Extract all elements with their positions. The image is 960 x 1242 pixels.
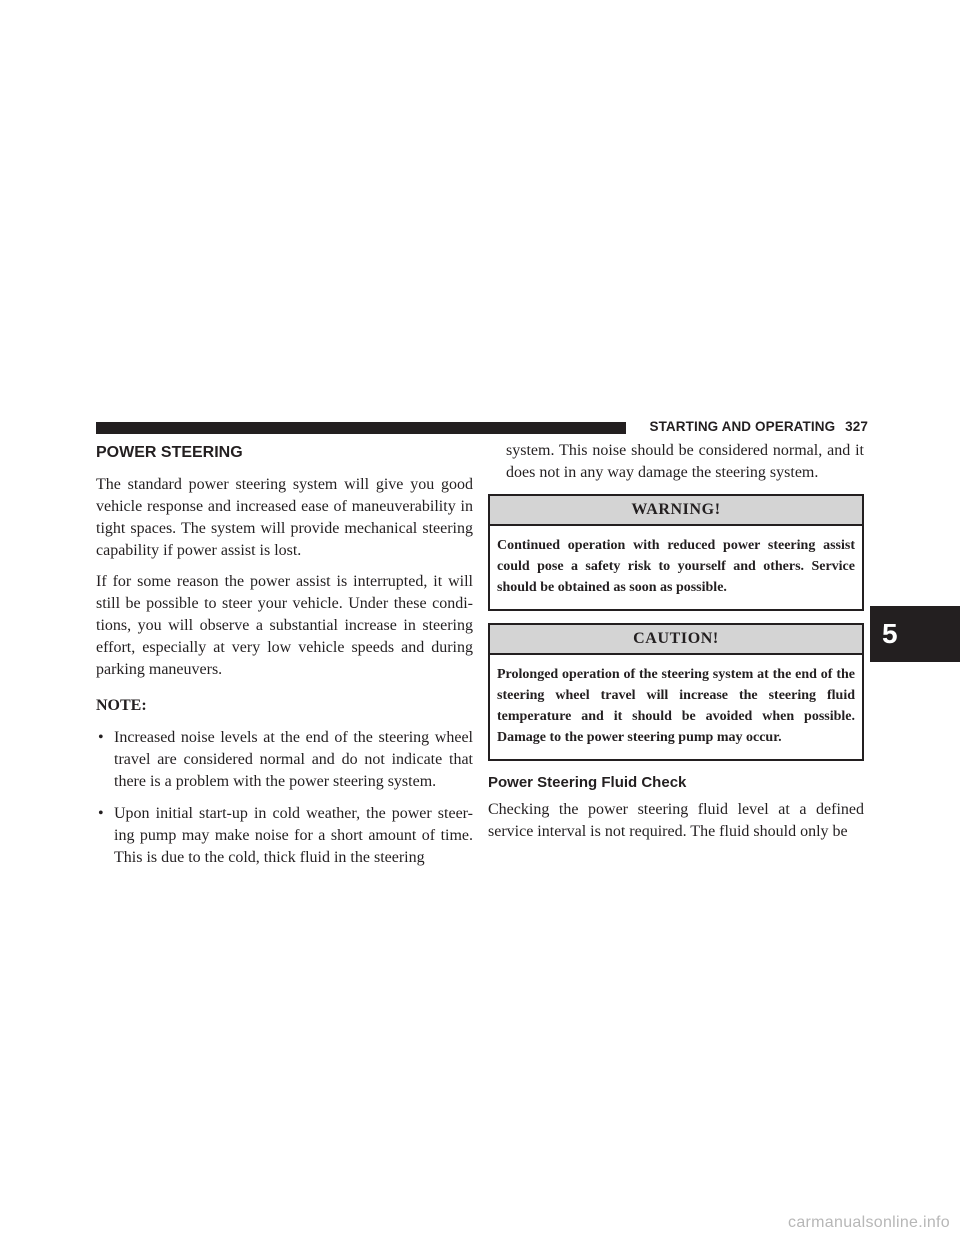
bullet-icon: • xyxy=(98,805,104,822)
list-item-text: Increased noise levels at the end of the steering wheel travel are considered normal and do not indicate that there is a problem with the power steering system. xyxy=(114,729,473,790)
caution-box xyxy=(488,623,864,761)
caution-title: CAUTION! xyxy=(490,625,862,655)
fluid-check-paragraph: Checking the power steering fluid level at a defined service interval is not required. The fluid should only be xyxy=(488,801,864,840)
subsection-heading: Power Steering Fluid Check xyxy=(488,774,687,791)
intro-paragraph: The standard power steering system will give you good vehicle response and increased ease of maneuverability in tight spaces. The system will provide mechanical steering capability if power assist is lost. xyxy=(96,476,473,559)
left-column xyxy=(96,440,473,879)
header-rule xyxy=(96,422,626,434)
right-column xyxy=(488,440,864,852)
list-item-text: Upon initial start-up in cold weather, the power steer-ing pump may make noise for a short amount of time. This is due to the cold, thick fluid in the steering xyxy=(114,805,473,866)
list-item xyxy=(96,803,473,869)
note-label: NOTE: xyxy=(96,697,147,714)
bullet-icon: • xyxy=(98,729,104,746)
page-number: 327 xyxy=(845,419,868,434)
assist-paragraph: If for some reason the power assist is interrupted, it will still be possible to steer your vehicle. Under these condi-tions, you will observe a substantial increase in steering effort, especially at very low vehicle speeds and during parking maneuvers. xyxy=(96,573,473,678)
bullet-continuation: system. This noise should be considered normal, and it does not in any way damage the steering system. xyxy=(506,442,864,481)
section-title: STARTING AND OPERATING xyxy=(649,419,836,434)
section-heading: POWER STEERING xyxy=(96,444,243,461)
list-item xyxy=(96,727,473,793)
chapter-tab: 5 xyxy=(870,606,960,662)
watermark: carmanualsonline.info xyxy=(788,1214,950,1231)
caution-text: Prolonged operation of the steering system at the end of the steering wheel travel will increase the steering fluid temperature and it should be avoided when possible. Damage to the power steering pump may occur. xyxy=(497,667,855,745)
warning-box xyxy=(488,494,864,611)
warning-title: WARNING! xyxy=(490,496,862,526)
note-list xyxy=(96,727,473,869)
warning-text: Continued operation with reduced power steering assist could pose a safety risk to yourself and others. Service should be obtained as soon as possible. xyxy=(497,538,855,595)
running-header xyxy=(636,418,868,436)
